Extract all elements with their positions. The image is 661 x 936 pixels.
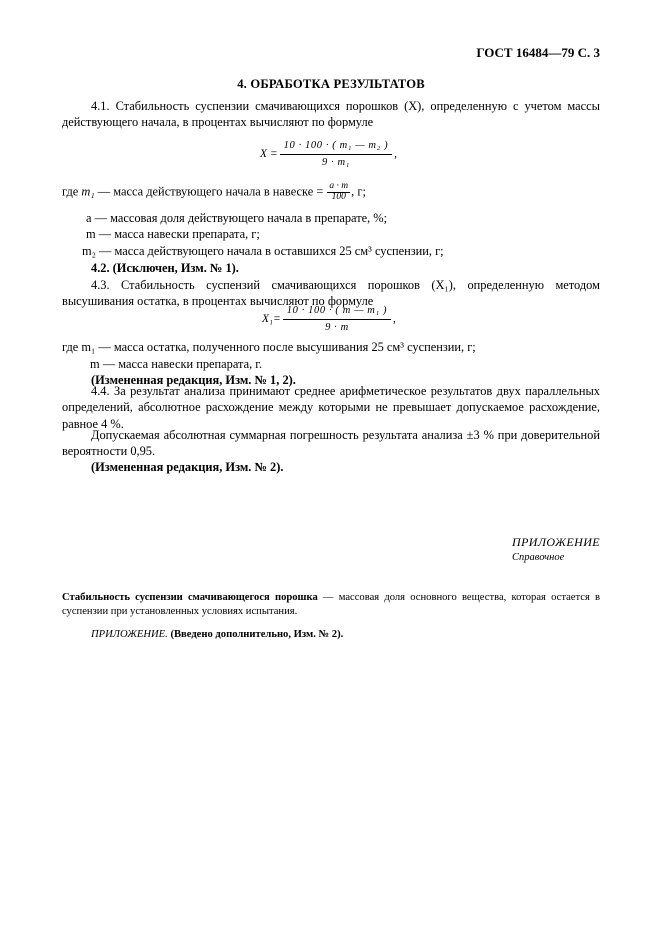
section-title: 4. ОБРАБОТКА РЕЗУЛЬТАТОВ	[237, 77, 425, 91]
amend-1-2: (Измененная редакция, Изм. № 1, 2).	[91, 373, 296, 387]
appendix-definition-text: — массовая доля основного вещества, которая остается в суспензии при установленных условиях испытания.	[62, 592, 601, 617]
formula-x-denominator: 9 · m₁	[321, 156, 350, 168]
formula-x1-lhs: X₁=	[262, 312, 281, 325]
where-m-line: m — масса навески препарата, г;	[86, 227, 260, 241]
formula-x1-numerator: 10 · 100 · ( m — m₁ )	[283, 304, 391, 320]
where2-m1-line: где m₁ — масса остатка, полученного после высушивания 25 см³ суспензии, г;	[62, 340, 476, 354]
formula-x-lhs: X =	[260, 147, 278, 160]
formula-x-numerator: 10 · 100 · ( m₁ — m₂ )	[280, 139, 393, 155]
formula-x1	[262, 304, 396, 335]
where-a-line: a — массовая доля действующего начала в препарате, %;	[86, 211, 388, 225]
page-header-doc-ref: ГОСТ 16484—79 С. 3	[476, 45, 600, 60]
appendix-definition	[62, 591, 600, 619]
where-m1-frac-den: 100	[331, 191, 346, 202]
where-m1-frac-num: a · m	[329, 181, 349, 191]
formula-x1-fraction	[283, 304, 391, 335]
formula-x1-tail: ,	[393, 312, 396, 325]
appendix-note-text: (Введено дополнительно, Изм. № 2).	[167, 629, 344, 640]
formula-x1-denominator: 9 · m	[325, 321, 349, 333]
formula-x	[260, 139, 397, 170]
amend-2: (Измененная редакция, Изм. № 2).	[91, 460, 284, 474]
where-lead: где	[62, 184, 79, 199]
appendix-heading	[512, 535, 600, 565]
appendix-note	[91, 628, 343, 642]
where-m1-line	[62, 182, 366, 203]
appendix-definition-term: Стабильность суспензии смачивающегося порошка	[62, 592, 318, 603]
paragraph-4-4: 4.4. За результат анализа принимают среднее арифметическое результатов двух параллельных определений, абсолютное расхождение между которыми не превышает допускаемое расхождение, равное 4 %.	[62, 384, 600, 431]
paragraph-4-3: 4.3. Стабильность суспензий смачивающихся порошков (X₁), определенную методом высушивания остатка, в процентах вычисляют по формуле	[62, 278, 600, 309]
formula-x-fraction	[280, 139, 393, 170]
paragraph-4-1: 4.1. Стабильность суспензии смачивающихся порошков (X), определенную с учетом массы действующего начала, в процентах вычисляют по формуле	[62, 99, 600, 130]
appendix-kind: Справочное	[512, 551, 565, 563]
where2-m-line: m — масса навески препарата, г.	[90, 357, 263, 371]
where-m1-fraction	[327, 182, 350, 203]
appendix-note-label: ПРИЛОЖЕНИЕ.	[91, 629, 168, 640]
paragraph-4-4-tolerance: Допускаемая абсолютная суммарная погрешность результата анализа ±3 % при доверительной вероятности 0,95.	[62, 428, 600, 459]
where-m1-tail: , г;	[351, 184, 366, 199]
where-m1-symbol: m₁	[81, 184, 95, 199]
appendix-label: ПРИЛОЖЕНИЕ	[512, 535, 600, 549]
where-m2-line: m₂ — масса действующего начала в оставшихся 25 см³ суспензии, г;	[82, 244, 444, 258]
paragraph-4-2: 4.2. (Исключен, Изм. № 1).	[91, 261, 239, 275]
where-m1-text: — масса действующего начала в навеске =	[97, 184, 324, 199]
formula-x-tail: ,	[394, 147, 398, 160]
